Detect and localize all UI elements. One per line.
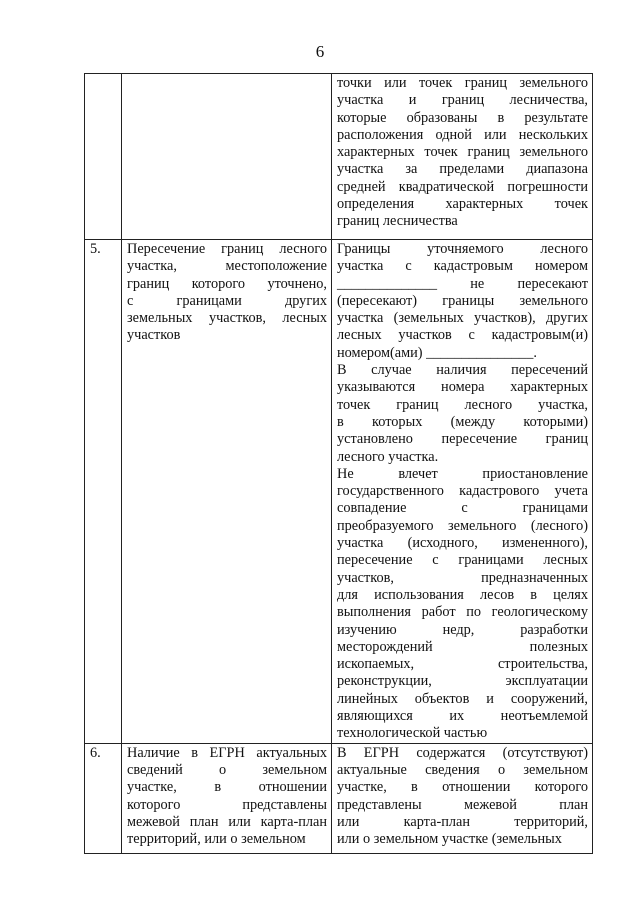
result-line: являющихся их неотъемлемой: [337, 708, 588, 725]
result-line: преобразуемого земельного (лесного): [337, 517, 588, 534]
result-line: государственного кадастрового учета: [337, 483, 588, 500]
result-line: номером(ами) _______________.: [337, 344, 537, 361]
result-line: участка (исходного, измененного),: [337, 535, 588, 552]
result-line: совпадение с границами: [337, 500, 588, 517]
result-line: изучению недр, разработки: [337, 621, 588, 638]
result-paragraph: [337, 75, 588, 231]
table-row: [85, 74, 593, 240]
criterion-line: участков: [127, 327, 181, 344]
row-number: 5.: [90, 241, 101, 257]
criterion-line: Пересечение границ лесного: [127, 241, 327, 257]
result-line: или о земельном участке (земельных: [337, 831, 562, 848]
result-line: Границы уточняемого лесного: [337, 241, 588, 257]
criterion-line: Наличие в ЕГРН актуальных: [127, 744, 327, 761]
result-line: участке, в отношении которого: [337, 779, 588, 796]
result-line: в которых (между которыми): [337, 413, 588, 430]
result-line: Не влечет приостановление: [337, 465, 588, 482]
result-line: реконструкции, эксплуатации: [337, 673, 588, 690]
table-row: [85, 743, 593, 853]
result-line: технологической частью: [337, 725, 488, 742]
result-line: определения характерных точек: [337, 196, 588, 213]
result-line: участка с кадастровым номером: [337, 258, 588, 275]
result-line: характерных точек границ земельного: [337, 144, 588, 161]
result-line: представлены межевой план: [337, 796, 588, 813]
result-line: (пересекают) границы земельного: [337, 292, 588, 309]
criterion-line: территорий, или о земельном: [127, 831, 306, 848]
result-line: указываются номера характерных: [337, 379, 588, 396]
criterion-cell: [122, 743, 332, 853]
criterion-cell: [122, 240, 332, 744]
result-paragraph: [337, 362, 588, 466]
row-number-cell: [85, 74, 122, 240]
result-line: для использования лесов в целях: [337, 586, 588, 603]
result-line: участка и границ лесничества,: [337, 92, 588, 109]
result-line: установлено пересечение границ: [337, 431, 588, 448]
criterion-cell: [122, 74, 332, 240]
criterion-line: межевой план или карта-план: [127, 813, 327, 830]
result-line: пересечение с границами лесных: [337, 552, 588, 569]
result-line: участков, предназначенных: [337, 569, 588, 586]
criterion-line: сведений о земельном: [127, 761, 327, 778]
criterion-line: участка, местоположение: [127, 258, 327, 275]
result-line: ______________ не пересекают: [337, 275, 588, 292]
row-number-cell: [85, 240, 122, 744]
result-paragraph: [337, 241, 588, 362]
result-line: актуальные сведения о земельном: [337, 761, 588, 778]
result-line: участка за пределами диапазона: [337, 161, 588, 178]
criterion-line: с границами других: [127, 292, 327, 309]
criterion-line: которого представлены: [127, 796, 327, 813]
page-number: 6: [315, 42, 325, 61]
result-line: средней квадратической погрешности: [337, 178, 588, 195]
row-number-cell: [85, 743, 122, 853]
result-cell: [332, 240, 593, 744]
result-line: или карта-план территорий,: [337, 813, 588, 830]
result-line: ископаемых, строительства,: [337, 656, 588, 673]
result-line: точки или точек границ земельного: [337, 75, 588, 91]
result-line: участка (земельных участков), других: [337, 310, 588, 327]
result-line: границ лесничества: [337, 213, 458, 230]
criterion-line: земельных участков, лесных: [127, 310, 327, 327]
requirements-table: [84, 73, 593, 854]
result-line: лесного участка.: [337, 448, 439, 465]
result-line: выполнения работ по геологическому: [337, 604, 588, 621]
criterion-line: участке, в отношении: [127, 779, 327, 796]
criterion-line: границ которого уточнено,: [127, 275, 327, 292]
result-line: лесных участков с кадастровым(и): [337, 327, 588, 344]
result-cell: [332, 743, 593, 853]
result-line: линейных объектов и сооружений,: [337, 690, 588, 707]
result-paragraph: [337, 745, 588, 849]
result-line: В случае наличия пересечений: [337, 362, 588, 379]
table-row: [85, 240, 593, 744]
result-line: месторождений полезных: [337, 638, 588, 655]
row-number: 6.: [90, 744, 101, 761]
result-paragraph: [337, 466, 588, 743]
result-line: которые образованы в результате: [337, 109, 588, 126]
result-line: расположения одной или нескольких: [337, 126, 588, 143]
result-line: В ЕГРН содержатся (отсутствуют): [337, 744, 588, 761]
result-line: точек границ лесного участка,: [337, 396, 588, 413]
result-cell: [332, 74, 593, 240]
